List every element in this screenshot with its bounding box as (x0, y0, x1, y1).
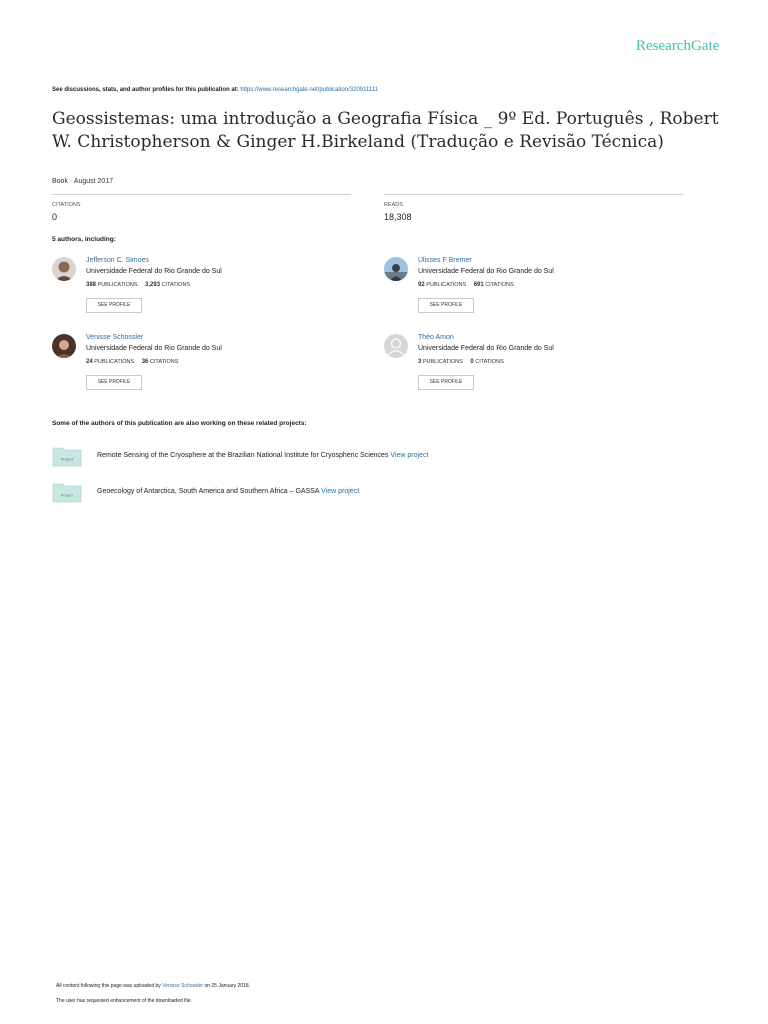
project-text (97, 488, 359, 495)
project-item (52, 481, 732, 505)
project-folder-label: Project (60, 492, 74, 498)
avatar[interactable] (384, 334, 408, 358)
publication-url-link[interactable]: https://www.researchgate.net/publication/320911111 (240, 87, 379, 93)
publications-label: PUBLICATIONS (426, 282, 467, 288)
citations-count: 691 (473, 282, 484, 288)
author-name-link[interactable]: Jefferson C. Simoes (86, 257, 149, 264)
author-card (52, 334, 352, 396)
author-stats (86, 359, 184, 365)
publications-count: 92 (418, 282, 425, 288)
publications-label: PUBLICATIONS (97, 282, 138, 288)
project-folder-label: Project (60, 456, 74, 462)
related-projects-heading: Some of the authors of this publication are also working on these related projects: (52, 420, 307, 427)
person-photo-icon (52, 334, 76, 358)
divider-left (52, 194, 351, 195)
citations-label: CITATIONS (52, 202, 81, 208)
author-affiliation: Universidade Federal do Rio Grande do Sul (86, 268, 222, 275)
person-photo-icon (384, 257, 408, 281)
citations-label: CITATIONS (161, 282, 191, 288)
authors-heading: 5 authors, including: (52, 236, 116, 243)
discussion-text: See discussions, stats, and author profiles for this publication at: (52, 87, 239, 93)
enhancement-note: The user has requested enhancement of the downloaded file. (56, 998, 192, 1004)
citations-label: CITATIONS (485, 282, 514, 288)
reads-label: READS (384, 202, 403, 208)
publication-title: Geossistemas: uma introdução a Geografia Física _ 9º Ed. Português , Robert W. Christopherson & Ginger H.Birkeland (Tradução e Revisão Técnica) (52, 109, 719, 152)
upload-note-prefix: All content following this page was uploaded by (56, 983, 161, 989)
publications-label: PUBLICATIONS (94, 359, 135, 365)
author-card (52, 257, 352, 319)
author-stats (86, 282, 196, 288)
citations-count: 0 (470, 359, 474, 365)
author-name-link[interactable]: Ulisses F Bremer (418, 257, 472, 264)
publications-count: 3 (418, 359, 422, 365)
default-user-icon (384, 334, 408, 358)
project-item (52, 445, 732, 469)
publication-meta: Book · August 2017 (52, 178, 114, 185)
author-stats (418, 282, 520, 288)
project-title: Geoecology of Antarctica, South America and Southern Africa – GASSA (97, 488, 320, 495)
reads-value: 18,308 (384, 212, 412, 222)
upload-note (56, 983, 250, 989)
discussion-line (52, 87, 378, 93)
author-card (384, 334, 684, 396)
author-name-link[interactable]: Théo Amon (418, 334, 454, 341)
citations-count: 3,293 (145, 282, 161, 288)
upload-note-suffix: on 25 January 2018. (204, 983, 251, 989)
publications-count: 24 (86, 359, 93, 365)
project-text (97, 452, 428, 459)
see-profile-button[interactable]: SEE PROFILE (86, 298, 142, 313)
author-affiliation: Universidade Federal do Rio Grande do Sul (418, 268, 554, 275)
author-affiliation: Universidade Federal do Rio Grande do Sul (86, 345, 222, 352)
citations-count: 36 (141, 359, 149, 365)
project-title: Remote Sensing of the Cryosphere at the Brazilian National Institute for Cryospheric Sciences (97, 452, 389, 459)
author-affiliation: Universidade Federal do Rio Grande do Sul (418, 345, 554, 352)
publications-label: PUBLICATIONS (422, 359, 463, 365)
view-project-link[interactable]: View project (321, 488, 360, 495)
author-card (384, 257, 684, 319)
researchgate-logo[interactable]: ResearchGate (636, 38, 720, 54)
divider-right (384, 194, 683, 195)
see-profile-button[interactable]: SEE PROFILE (86, 375, 142, 390)
person-photo-icon (52, 257, 76, 281)
project-folder-icon (52, 445, 82, 467)
project-folder-icon (52, 481, 82, 503)
citations-label: CITATIONS (149, 359, 179, 365)
author-name-link[interactable]: Venisse Schossler (86, 334, 144, 341)
view-project-link[interactable]: View project (390, 452, 429, 459)
citations-value: 0 (52, 212, 58, 222)
avatar[interactable] (52, 257, 76, 281)
author-stats (418, 359, 510, 365)
see-profile-button[interactable]: SEE PROFILE (418, 375, 474, 390)
publications-count: 388 (86, 282, 97, 288)
uploader-link[interactable]: Venisse Schossler (162, 983, 204, 989)
avatar[interactable] (52, 334, 76, 358)
citations-label: CITATIONS (475, 359, 504, 365)
avatar[interactable] (384, 257, 408, 281)
see-profile-button[interactable]: SEE PROFILE (418, 298, 474, 313)
